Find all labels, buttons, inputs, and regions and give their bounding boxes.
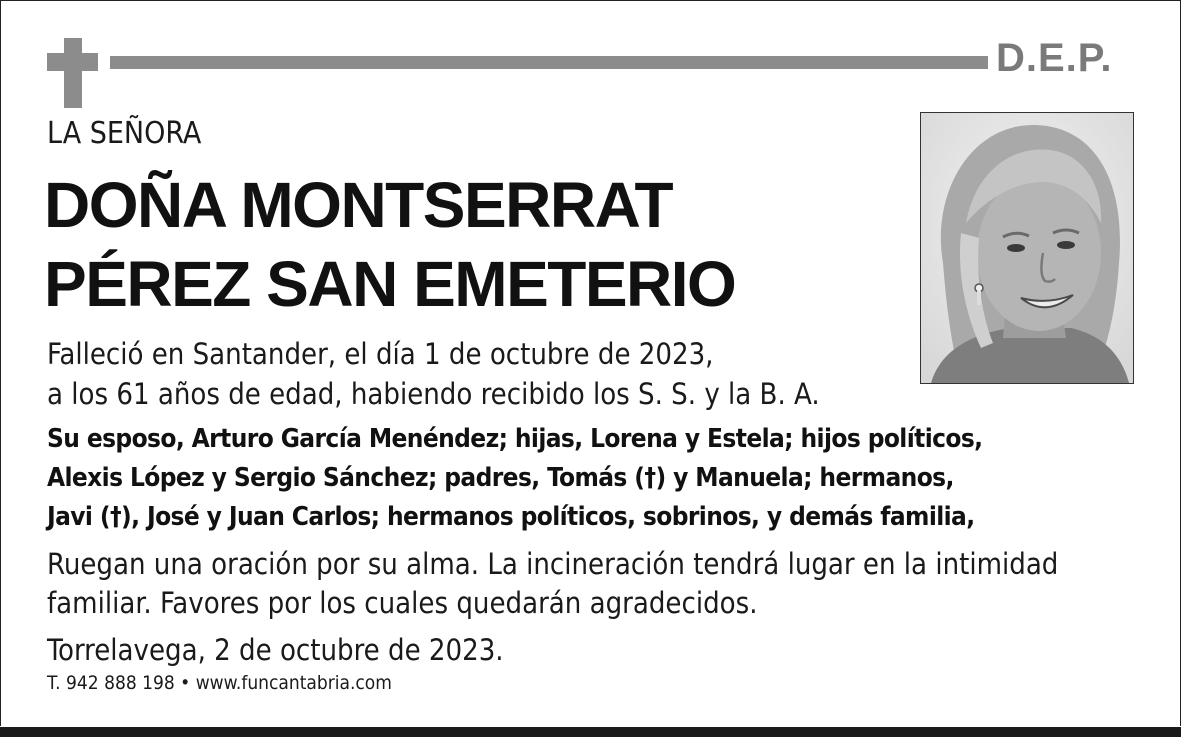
header-rule <box>110 56 988 69</box>
family-line-3: Javi (†), José y Juan Carlos; hermanos políticos, sobrinos, y demás familia, <box>47 502 975 532</box>
death-notice-line-2: a los 61 años de edad, habiendo recibido los S. S. y la B. A. <box>47 377 820 411</box>
portrait-illustration <box>921 113 1133 383</box>
request-line-1: Ruegan una oración por su alma. La incineración tendrá lugar en la intimidad <box>47 547 1059 581</box>
request-line-2: familiar. Favores por los cuales quedarán agradecidos. <box>47 586 758 620</box>
portrait-photo <box>920 112 1134 384</box>
deceased-name-line-2: PÉREZ SAN EMETERIO <box>44 248 736 320</box>
place-date: Torrelavega, 2 de octubre de 2023. <box>47 633 504 667</box>
cross-icon-horizontal <box>47 53 98 71</box>
family-line-1: Su esposo, Arturo García Menéndez; hijas, Lorena y Estela; hijos políticos, <box>47 424 983 454</box>
family-line-2: Alexis López y Sergio Sánchez; padres, Tomás (†) y Manuela; hermanos, <box>47 463 954 493</box>
honorific: LA SEÑORA <box>47 116 202 151</box>
bottom-border-bar <box>0 727 1181 737</box>
deceased-name-line-1: DOÑA MONTSERRAT <box>44 169 673 241</box>
cross-icon-vertical <box>64 38 82 108</box>
contact-info: T. 942 888 198 • www.funcantabria.com <box>47 672 392 694</box>
dep-heading: D.E.P. <box>996 36 1113 80</box>
death-notice-line-1: Falleció en Santander, el día 1 de octubre de 2023, <box>47 337 714 371</box>
